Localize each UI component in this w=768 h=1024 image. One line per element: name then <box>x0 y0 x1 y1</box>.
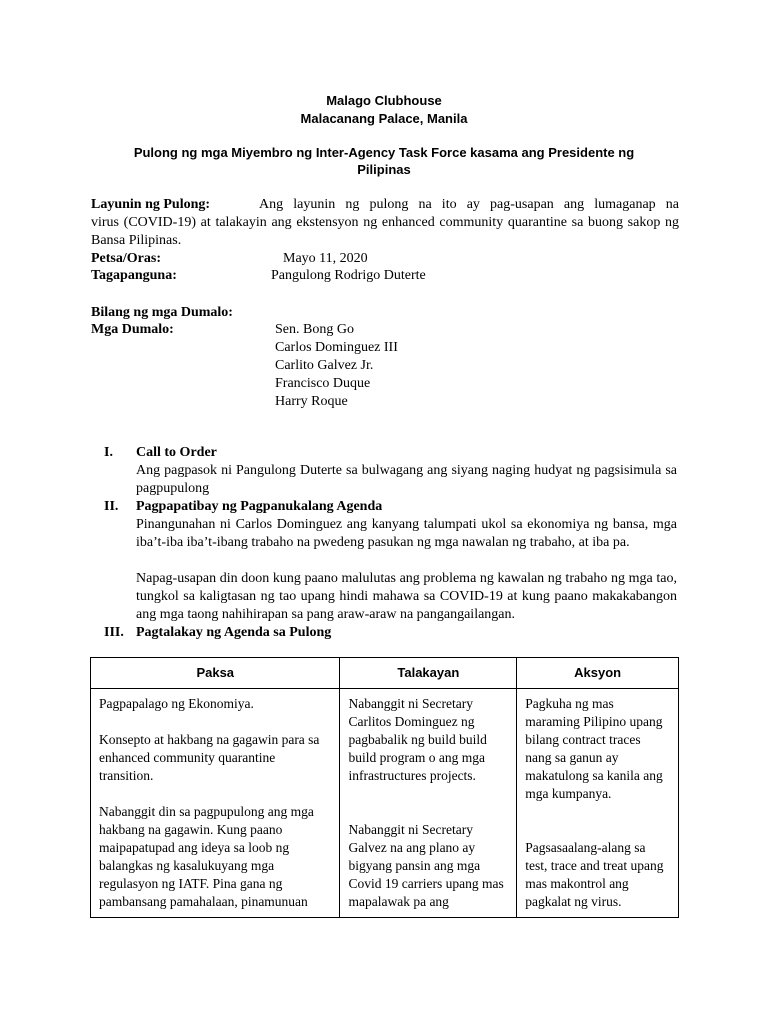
agenda-table <box>90 657 679 918</box>
section-title-agenda-approval: Pagpapatibay ng Pagpanukalang Agenda <box>136 499 383 514</box>
location-title: Malacanang Palace, Manila <box>300 111 468 126</box>
talakayan-text: Nabanggit ni Secretary Galvez na ang plano ay bigyang pansin ang mga Covid 19 carriers upang mas mapalawak pa ang <box>348 822 504 909</box>
section-body-call-to-order: Ang pagpasok ni Pangulong Duterte sa bulwagang ang siyang naging hudyat ng pagsisimula sa pagpupulong <box>136 463 677 496</box>
column-header-paksa: Paksa <box>91 658 340 689</box>
aksyon-text: Pagkuha ng mas maraming Pilipino upang bilang contract traces nang sa ganun ay makatulong sa kanila ang mga kumpanya. <box>525 696 663 801</box>
attendee-item: Harry Roque <box>275 394 348 409</box>
layunin-label: Layunin ng Pulong: <box>91 197 211 212</box>
column-header-aksyon: Aksyon <box>517 658 679 689</box>
venue-title: Malago Clubhouse <box>326 93 442 108</box>
section-numeral-1: I. <box>104 445 113 460</box>
meeting-title-line2: Pilipinas <box>357 162 411 177</box>
attendee-item: Sen. Bong Go <box>275 322 354 337</box>
talakayan-cell <box>340 689 517 918</box>
paksa-text: Konsepto at hakbang na gagawin para sa enhanced community quarantine transition. <box>99 732 320 783</box>
paksa-cell <box>91 689 340 918</box>
section-body-agenda-paragraph-2: Napag-usapan din doon kung paano malulutas ang problema ng kawalan ng trabaho ng mga tao, tungkol sa kaligtasan ng tao upang hindi mahawa sa COVID-19 at kung paano makakabangon ang mga taong nahihirapan sa pang araw-araw na pangangailangan. <box>136 571 677 622</box>
table-row <box>91 689 679 918</box>
bilang-label: Bilang ng mga Dumalo: <box>91 305 233 320</box>
talakayan-text: Nabanggit ni Secretary Carlitos Dominguez ng pagbabalik ng build build build program o ang mga infrastructures projects. <box>348 696 487 783</box>
section-title-call-to-order: Call to Order <box>136 445 217 460</box>
tagapanguna-value: Pangulong Rodrigo Duterte <box>271 268 426 283</box>
table-header-row <box>91 658 679 689</box>
meeting-title-line1: Pulong ng mga Miyembro ng Inter-Agency Task Force kasama ang Presidente ng <box>133 145 635 160</box>
section-numeral-3: III. <box>104 625 124 640</box>
petsa-label: Petsa/Oras: <box>91 251 161 266</box>
aksyon-text: Pagsasaalang-alang sa test, trace and treat upang mas makontrol ang pagkalat ng virus. <box>525 840 664 909</box>
dumalo-label: Mga Dumalo: <box>91 322 174 337</box>
paksa-text: Pagpapalago ng Ekonomiya. <box>99 696 254 711</box>
layunin-text-line1: Ang layunin ng pulong na ito ay pag-usapan ang lumaganap na <box>259 197 679 212</box>
column-header-talakayan: Talakayan <box>340 658 517 689</box>
section-title-agenda-discussion: Pagtalakay ng Agenda sa Pulong <box>136 625 332 640</box>
layunin-text-rest: virus (COVID-19) at talakayin ang ekstensyon ng enhanced community quarantine sa buong sakop ng Bansa Pilipinas. <box>91 215 679 248</box>
section-body-agenda-paragraph-1: Pinangunahan ni Carlos Dominguez ang kanyang talumpati ukol sa ekonomiya ng bansa, mga iba’t-iba iba’t-ibang trabaho na pwedeng pasukan ng mga nawalan ng trabaho, at iba pa. <box>136 517 677 550</box>
tagapanguna-label: Tagapanguna: <box>91 268 177 283</box>
attendee-item: Francisco Duque <box>275 376 371 391</box>
section-numeral-2: II. <box>104 499 119 514</box>
attendee-item: Carlito Galvez Jr. <box>275 358 374 373</box>
aksyon-cell <box>517 689 679 918</box>
attendee-item: Carlos Dominguez III <box>275 340 398 355</box>
petsa-value: Mayo 11, 2020 <box>283 251 368 266</box>
paksa-text: Nabanggit din sa pagpupulong ang mga hakbang na gagawin. Kung paano maipapatupad ang ideya sa loob ng balangkas ng kasalukuyang mga regulasyon ng IATF. Pina gana ng pambansang pamahalaan, pinamunuan <box>99 804 314 909</box>
